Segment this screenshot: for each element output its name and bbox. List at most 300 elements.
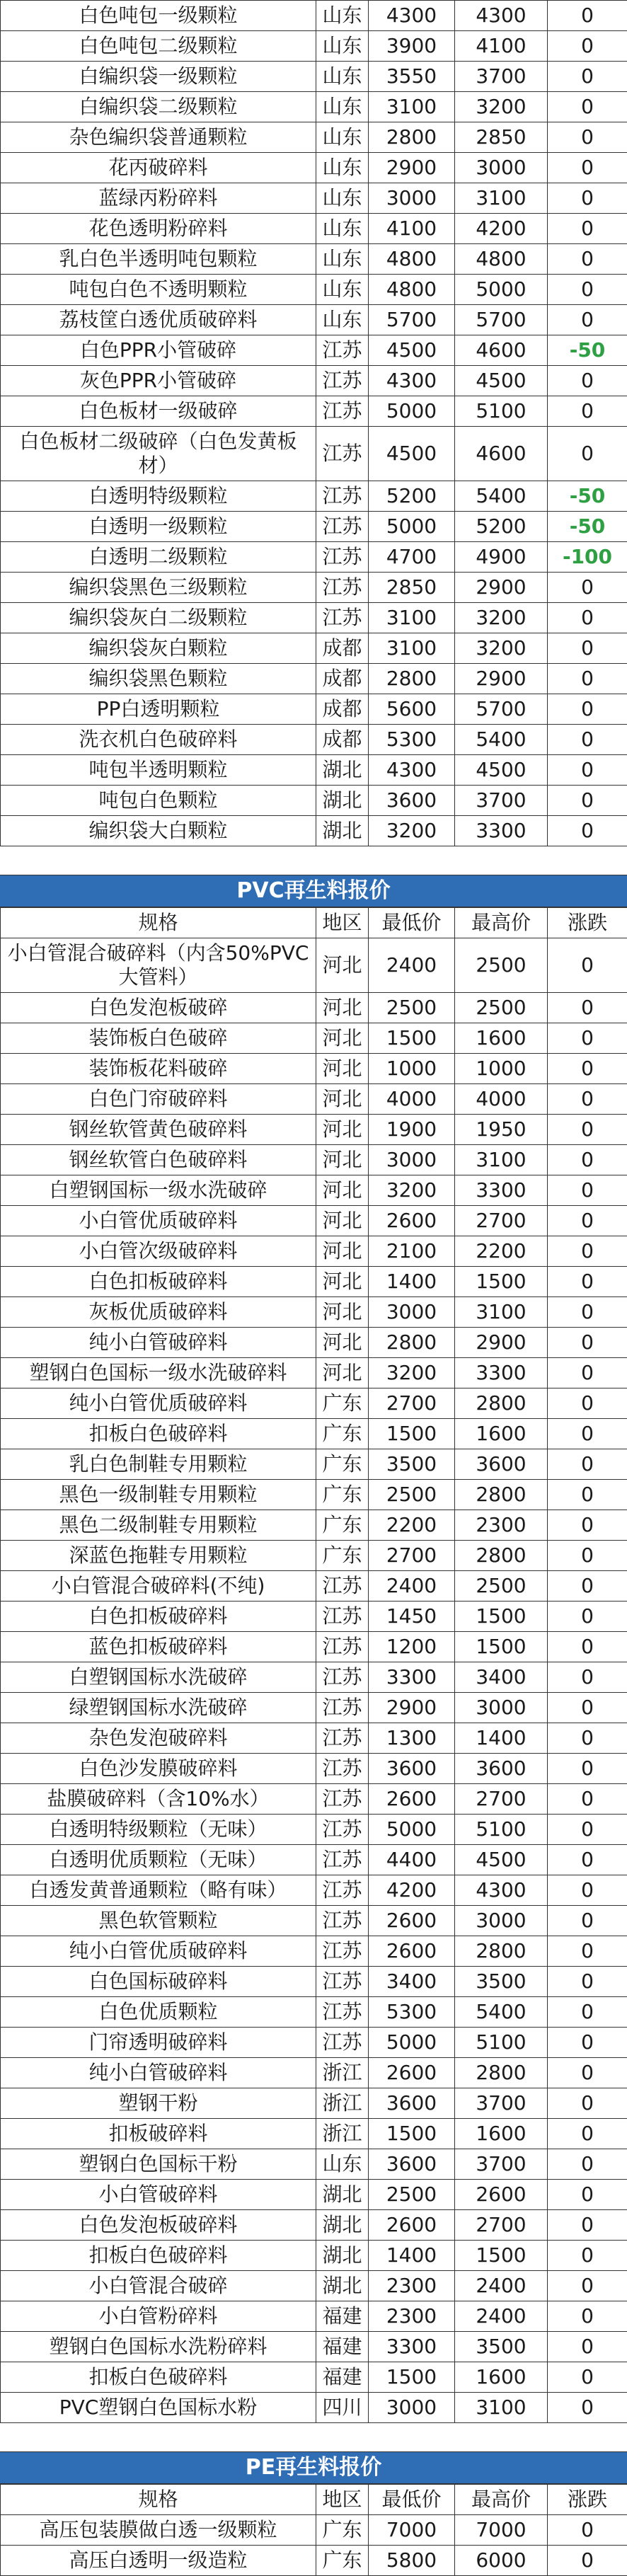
cell-change: 0: [548, 427, 627, 481]
cell-high-price: 3400: [455, 1662, 548, 1693]
cell-high-price: 3700: [455, 2088, 548, 2119]
table-row: [1, 122, 627, 153]
table-row: [1, 1388, 627, 1419]
cell-region: 河北: [316, 1054, 369, 1084]
table-row: [1, 1023, 627, 1054]
cell-change: 0: [548, 366, 627, 396]
table-row: [1, 2088, 627, 2119]
cell-region: 成都: [316, 725, 369, 755]
cell-change: 0: [548, 993, 627, 1023]
cell-spec: 纯小白管优质破碎料: [1, 1388, 316, 1419]
table-row: [1, 694, 627, 725]
cell-low-price: 3550: [369, 62, 455, 92]
cell-low-price: 2600: [369, 1936, 455, 1967]
cell-spec: 编织袋灰白颗粒: [1, 633, 316, 664]
cell-spec: PP白透明颗粒: [1, 694, 316, 725]
cell-spec: 黑色一级制鞋专用颗粒: [1, 1480, 316, 1510]
table-row: [1, 2332, 627, 2362]
cell-high-price: 4500: [455, 366, 548, 396]
cell-low-price: 1000: [369, 1054, 455, 1084]
cell-low-price: 2300: [369, 2301, 455, 2332]
table-row: [1, 366, 627, 396]
cell-high-price: 2500: [455, 993, 548, 1023]
cell-spec: 荔枝筐白透优质破碎料: [1, 305, 316, 335]
cell-high-price: 2800: [455, 1388, 548, 1419]
cell-low-price: 5000: [369, 1815, 455, 1845]
cell-spec: 白色板材二级破碎（白色发黄板材）: [1, 427, 316, 481]
cell-low-price: 4300: [369, 1, 455, 31]
cell-high-price: 2500: [455, 1571, 548, 1602]
cell-change: 0: [548, 2301, 627, 2332]
cell-low-price: 2700: [369, 1541, 455, 1571]
cell-high-price: 1500: [455, 1602, 548, 1632]
cell-high-price: 5400: [455, 481, 548, 512]
cell-change: 0: [548, 1175, 627, 1206]
cell-region: 江苏: [316, 1936, 369, 1967]
table-row: [1, 755, 627, 786]
cell-spec: 白透发黄普通颗粒（略有味）: [1, 1875, 316, 1906]
cell-low-price: 4200: [369, 1875, 455, 1906]
cell-low-price: 4300: [369, 366, 455, 396]
cell-high-price: 3000: [455, 1693, 548, 1723]
cell-change: 0: [548, 633, 627, 664]
cell-spec: 塑钢干粉: [1, 2088, 316, 2119]
cell-low-price: 3200: [369, 1358, 455, 1388]
cell-region: 江苏: [316, 1967, 369, 1997]
header-low: 最低价: [369, 2485, 455, 2515]
cell-high-price: 2850: [455, 122, 548, 153]
cell-change: 0: [548, 1480, 627, 1510]
table-row: [1, 2393, 627, 2423]
cell-high-price: 2400: [455, 2301, 548, 2332]
cell-region: 河北: [316, 1358, 369, 1388]
cell-spec: 小白管次级破碎料: [1, 1236, 316, 1267]
cell-high-price: 3200: [455, 633, 548, 664]
cell-spec: 蓝色扣板破碎料: [1, 1632, 316, 1662]
cell-spec: 白塑钢国标水洗破碎: [1, 1662, 316, 1693]
pe-price-table: [0, 2484, 627, 2576]
cell-high-price: 2400: [455, 2271, 548, 2301]
header-change: 涨跌: [548, 908, 627, 938]
cell-change: 0: [548, 1784, 627, 1815]
table-row: [1, 1906, 627, 1936]
cell-low-price: 2600: [369, 1784, 455, 1815]
cell-region: 江苏: [316, 542, 369, 573]
cell-region: 河北: [316, 938, 369, 993]
table-row: [1, 2271, 627, 2301]
cell-change: 0: [548, 2271, 627, 2301]
cell-change: -50: [548, 512, 627, 542]
cell-change: 0: [548, 1023, 627, 1054]
cell-spec: 扣板白色破碎料: [1, 2241, 316, 2271]
cell-low-price: 2600: [369, 1206, 455, 1236]
cell-change: 0: [548, 1328, 627, 1358]
cell-high-price: 3100: [455, 183, 548, 214]
cell-low-price: 1400: [369, 1267, 455, 1297]
cell-low-price: 1500: [369, 2119, 455, 2149]
cell-region: 湖北: [316, 2210, 369, 2241]
cell-change: 0: [548, 122, 627, 153]
cell-spec: 小白管混合破碎料(不纯): [1, 1571, 316, 1602]
cell-spec: 塑钢白色国标一级水洗破碎料: [1, 1358, 316, 1388]
table-row: [1, 2301, 627, 2332]
cell-low-price: 1450: [369, 1602, 455, 1632]
cell-low-price: 3000: [369, 1297, 455, 1328]
cell-high-price: 5100: [455, 396, 548, 427]
table-row: [1, 542, 627, 573]
cell-low-price: 1400: [369, 2241, 455, 2271]
cell-change: 0: [548, 1662, 627, 1693]
cell-change: 0: [548, 92, 627, 122]
cell-region: 浙江: [316, 2088, 369, 2119]
cell-spec: 杂色编织袋普通颗粒: [1, 122, 316, 153]
cell-change: 0: [548, 1754, 627, 1784]
cell-high-price: 5400: [455, 1997, 548, 2028]
cell-low-price: 2100: [369, 1236, 455, 1267]
table-row: [1, 62, 627, 92]
table-row: [1, 512, 627, 542]
cell-low-price: 2500: [369, 1480, 455, 1510]
cell-spec: 深蓝色拖鞋专用颗粒: [1, 1541, 316, 1571]
cell-change: 0: [548, 1967, 627, 1997]
cell-change: 0: [548, 214, 627, 244]
cell-high-price: 2300: [455, 1510, 548, 1541]
table-row: [1, 1328, 627, 1358]
cell-high-price: 3300: [455, 1358, 548, 1388]
cell-high-price: 4000: [455, 1084, 548, 1115]
cell-change: 0: [548, 2149, 627, 2180]
cell-change: 0: [548, 1206, 627, 1236]
cell-low-price: 3600: [369, 2088, 455, 2119]
table-row: [1, 2515, 627, 2546]
cell-high-price: 2700: [455, 2210, 548, 2241]
cell-low-price: 2850: [369, 573, 455, 603]
cell-change: 0: [548, 2332, 627, 2362]
cell-low-price: 7000: [369, 2515, 455, 2546]
cell-low-price: 4000: [369, 1084, 455, 1115]
cell-region: 江苏: [316, 481, 369, 512]
cell-change: 0: [548, 2362, 627, 2393]
pp-price-table: [0, 0, 627, 846]
table-row: [1, 725, 627, 755]
cell-spec: 高压包装膜做白透一级颗粒: [1, 2515, 316, 2546]
cell-high-price: 3200: [455, 92, 548, 122]
cell-region: 江苏: [316, 1723, 369, 1754]
cell-region: 广东: [316, 1541, 369, 1571]
table-row: [1, 1236, 627, 1267]
cell-high-price: 3700: [455, 786, 548, 816]
cell-region: 浙江: [316, 2058, 369, 2088]
cell-high-price: 3600: [455, 1754, 548, 1784]
cell-spec: 盐膜破碎料（含10%水）: [1, 1784, 316, 1815]
cell-high-price: 3100: [455, 1145, 548, 1175]
cell-high-price: 1600: [455, 2119, 548, 2149]
cell-high-price: 2900: [455, 1328, 548, 1358]
cell-spec: 扣板白色破碎料: [1, 2362, 316, 2393]
cell-low-price: 4800: [369, 244, 455, 275]
cell-change: 0: [548, 573, 627, 603]
cell-region: 江苏: [316, 1906, 369, 1936]
cell-low-price: 2800: [369, 664, 455, 694]
cell-change: 0: [548, 1510, 627, 1541]
cell-high-price: 5700: [455, 305, 548, 335]
table-row: [1, 1, 627, 31]
cell-change: 0: [548, 1693, 627, 1723]
cell-spec: 钢丝软管白色破碎料: [1, 1145, 316, 1175]
cell-low-price: 4100: [369, 214, 455, 244]
cell-high-price: 3500: [455, 2332, 548, 2362]
cell-spec: 白色扣板破碎料: [1, 1267, 316, 1297]
cell-region: 山东: [316, 122, 369, 153]
cell-change: 0: [548, 153, 627, 183]
table-row: [1, 1754, 627, 1784]
cell-high-price: 5100: [455, 2028, 548, 2058]
cell-low-price: 2700: [369, 1388, 455, 1419]
cell-spec: 扣板白色破碎料: [1, 1419, 316, 1449]
cell-region: 河北: [316, 1145, 369, 1175]
cell-high-price: 2900: [455, 664, 548, 694]
cell-region: 江苏: [316, 1875, 369, 1906]
table-row: [1, 2058, 627, 2088]
cell-change: 0: [548, 1723, 627, 1754]
cell-spec: 白塑钢国标一级水洗破碎: [1, 1175, 316, 1206]
cell-spec: 白色板材一级破碎: [1, 396, 316, 427]
cell-region: 山东: [316, 2149, 369, 2180]
cell-region: 广东: [316, 1388, 369, 1419]
cell-high-price: 6000: [455, 2546, 548, 2576]
cell-spec: 钢丝软管黄色破碎料: [1, 1115, 316, 1145]
cell-change: 0: [548, 2393, 627, 2423]
table-header-row: [1, 2485, 627, 2515]
cell-spec: 白色扣板破碎料: [1, 1602, 316, 1632]
cell-high-price: 2800: [455, 1936, 548, 1967]
cell-region: 河北: [316, 1267, 369, 1297]
cell-change: 0: [548, 1267, 627, 1297]
cell-spec: 乳白色制鞋专用颗粒: [1, 1449, 316, 1480]
cell-spec: 灰色PPR小管破碎: [1, 366, 316, 396]
cell-high-price: 3700: [455, 62, 548, 92]
cell-spec: 编织袋灰白二级颗粒: [1, 603, 316, 633]
cell-spec: 杂色发泡破碎料: [1, 1723, 316, 1754]
cell-region: 广东: [316, 1510, 369, 1541]
cell-spec: 绿塑钢国标水洗破碎: [1, 1693, 316, 1723]
cell-high-price: 5700: [455, 694, 548, 725]
table-row: [1, 214, 627, 244]
cell-change: 0: [548, 1997, 627, 2028]
cell-low-price: 5600: [369, 694, 455, 725]
cell-low-price: 3000: [369, 2393, 455, 2423]
cell-change: 0: [548, 2210, 627, 2241]
cell-low-price: 5000: [369, 2028, 455, 2058]
cell-low-price: 4800: [369, 275, 455, 305]
cell-region: 福建: [316, 2362, 369, 2393]
cell-change: 0: [548, 1145, 627, 1175]
table-row: [1, 1175, 627, 1206]
cell-change: -50: [548, 481, 627, 512]
cell-low-price: 1500: [369, 1419, 455, 1449]
cell-spec: 小白管优质破碎料: [1, 1206, 316, 1236]
header-high: 最高价: [455, 908, 548, 938]
cell-spec: 白色门帘破碎料: [1, 1084, 316, 1115]
cell-high-price: 3700: [455, 2149, 548, 2180]
cell-spec: 装饰板白色破碎: [1, 1023, 316, 1054]
cell-high-price: 1500: [455, 1267, 548, 1297]
cell-high-price: 4600: [455, 427, 548, 481]
table-row: [1, 2362, 627, 2393]
cell-change: 0: [548, 305, 627, 335]
cell-high-price: 4800: [455, 244, 548, 275]
cell-spec: 花丙破碎料: [1, 153, 316, 183]
cell-low-price: 3200: [369, 816, 455, 846]
cell-region: 浙江: [316, 2119, 369, 2149]
cell-high-price: 7000: [455, 2515, 548, 2546]
cell-region: 山东: [316, 275, 369, 305]
cell-high-price: 5100: [455, 1815, 548, 1845]
table-row: [1, 153, 627, 183]
cell-low-price: 2600: [369, 1906, 455, 1936]
cell-low-price: 5800: [369, 2546, 455, 2576]
cell-spec: 白透明二级颗粒: [1, 542, 316, 573]
table-row: [1, 2180, 627, 2210]
cell-region: 广东: [316, 1449, 369, 1480]
cell-region: 广东: [316, 2546, 369, 2576]
cell-low-price: 1900: [369, 1115, 455, 1145]
cell-region: 江苏: [316, 573, 369, 603]
cell-high-price: 1600: [455, 1419, 548, 1449]
table-row: [1, 1571, 627, 1602]
cell-change: 0: [548, 786, 627, 816]
table-row: [1, 2149, 627, 2180]
cell-region: 江苏: [316, 1997, 369, 2028]
cell-high-price: 3100: [455, 1297, 548, 1328]
cell-high-price: 2200: [455, 1236, 548, 1267]
cell-region: 成都: [316, 664, 369, 694]
cell-low-price: 3000: [369, 183, 455, 214]
cell-spec: 吨包白色不透明颗粒: [1, 275, 316, 305]
table-row: [1, 1632, 627, 1662]
cell-change: 0: [548, 725, 627, 755]
cell-high-price: 4300: [455, 1, 548, 31]
cell-region: 江苏: [316, 1632, 369, 1662]
table-row: [1, 2028, 627, 2058]
table-header-row: [1, 908, 627, 938]
cell-region: 江苏: [316, 1693, 369, 1723]
cell-high-price: 2700: [455, 1206, 548, 1236]
table-row: [1, 1510, 627, 1541]
table-row: [1, 1358, 627, 1388]
cell-low-price: 4500: [369, 335, 455, 366]
cell-change: 0: [548, 1388, 627, 1419]
cell-spec: 白编织袋二级颗粒: [1, 92, 316, 122]
cell-spec: 花色透明粉碎料: [1, 214, 316, 244]
cell-region: 河北: [316, 1328, 369, 1358]
cell-spec: 编织袋黑色三级颗粒: [1, 573, 316, 603]
cell-high-price: 4500: [455, 755, 548, 786]
cell-region: 湖北: [316, 2180, 369, 2210]
table-row: [1, 1206, 627, 1236]
cell-change: 0: [548, 1875, 627, 1906]
cell-region: 江苏: [316, 1662, 369, 1693]
table-row: [1, 244, 627, 275]
cell-region: 江苏: [316, 1784, 369, 1815]
cell-change: 0: [548, 1236, 627, 1267]
header-change: 涨跌: [548, 2485, 627, 2515]
cell-high-price: 2800: [455, 1480, 548, 1510]
cell-low-price: 3300: [369, 2332, 455, 2362]
cell-region: 广东: [316, 2515, 369, 2546]
cell-spec: 小白管混合破碎料（内含50%PVC大管料）: [1, 938, 316, 993]
cell-change: 0: [548, 1906, 627, 1936]
table-row: [1, 335, 627, 366]
table-row: [1, 275, 627, 305]
cell-low-price: 3900: [369, 31, 455, 62]
cell-change: 0: [548, 1, 627, 31]
table-row: [1, 2119, 627, 2149]
cell-low-price: 3100: [369, 92, 455, 122]
table-row: [1, 396, 627, 427]
cell-low-price: 2500: [369, 2180, 455, 2210]
cell-low-price: 3200: [369, 1175, 455, 1206]
cell-change: 0: [548, 2119, 627, 2149]
cell-region: 湖北: [316, 816, 369, 846]
cell-low-price: 1500: [369, 2362, 455, 2393]
cell-low-price: 3600: [369, 786, 455, 816]
pvc-section-title: PVC再生料报价: [0, 875, 627, 907]
cell-change: 0: [548, 1845, 627, 1875]
cell-high-price: 3100: [455, 2393, 548, 2423]
cell-high-price: 5400: [455, 725, 548, 755]
cell-spec: 白编织袋一级颗粒: [1, 62, 316, 92]
cell-region: 江苏: [316, 1845, 369, 1875]
cell-low-price: 5000: [369, 396, 455, 427]
cell-high-price: 4200: [455, 214, 548, 244]
header-spec: 规格: [1, 908, 316, 938]
table-row: [1, 1662, 627, 1693]
cell-region: 山东: [316, 244, 369, 275]
cell-region: 江苏: [316, 335, 369, 366]
table-row: [1, 1297, 627, 1328]
cell-low-price: 2300: [369, 2271, 455, 2301]
table-row: [1, 1267, 627, 1297]
cell-change: 0: [548, 183, 627, 214]
cell-spec: 白色吨包二级颗粒: [1, 31, 316, 62]
section-gap: [0, 2423, 627, 2451]
table-row: [1, 2210, 627, 2241]
table-row: [1, 1693, 627, 1723]
cell-change: 0: [548, 1358, 627, 1388]
cell-high-price: 1600: [455, 2362, 548, 2393]
table-row: [1, 1723, 627, 1754]
cell-spec: 高压白透明一级造粒: [1, 2546, 316, 2576]
cell-spec: 黑色二级制鞋专用颗粒: [1, 1510, 316, 1541]
cell-high-price: 4900: [455, 542, 548, 573]
cell-low-price: 3000: [369, 1145, 455, 1175]
cell-region: 河北: [316, 1115, 369, 1145]
cell-low-price: 2800: [369, 1328, 455, 1358]
table-row: [1, 573, 627, 603]
table-row: [1, 1875, 627, 1906]
cell-region: 河北: [316, 1023, 369, 1054]
cell-change: 0: [548, 1936, 627, 1967]
cell-spec: 扣板破碎料: [1, 2119, 316, 2149]
cell-region: 湖北: [316, 2241, 369, 2271]
cell-high-price: 5000: [455, 275, 548, 305]
cell-change: -50: [548, 335, 627, 366]
cell-high-price: 3000: [455, 153, 548, 183]
header-region: 地区: [316, 908, 369, 938]
cell-high-price: 4500: [455, 1845, 548, 1875]
cell-region: 成都: [316, 633, 369, 664]
